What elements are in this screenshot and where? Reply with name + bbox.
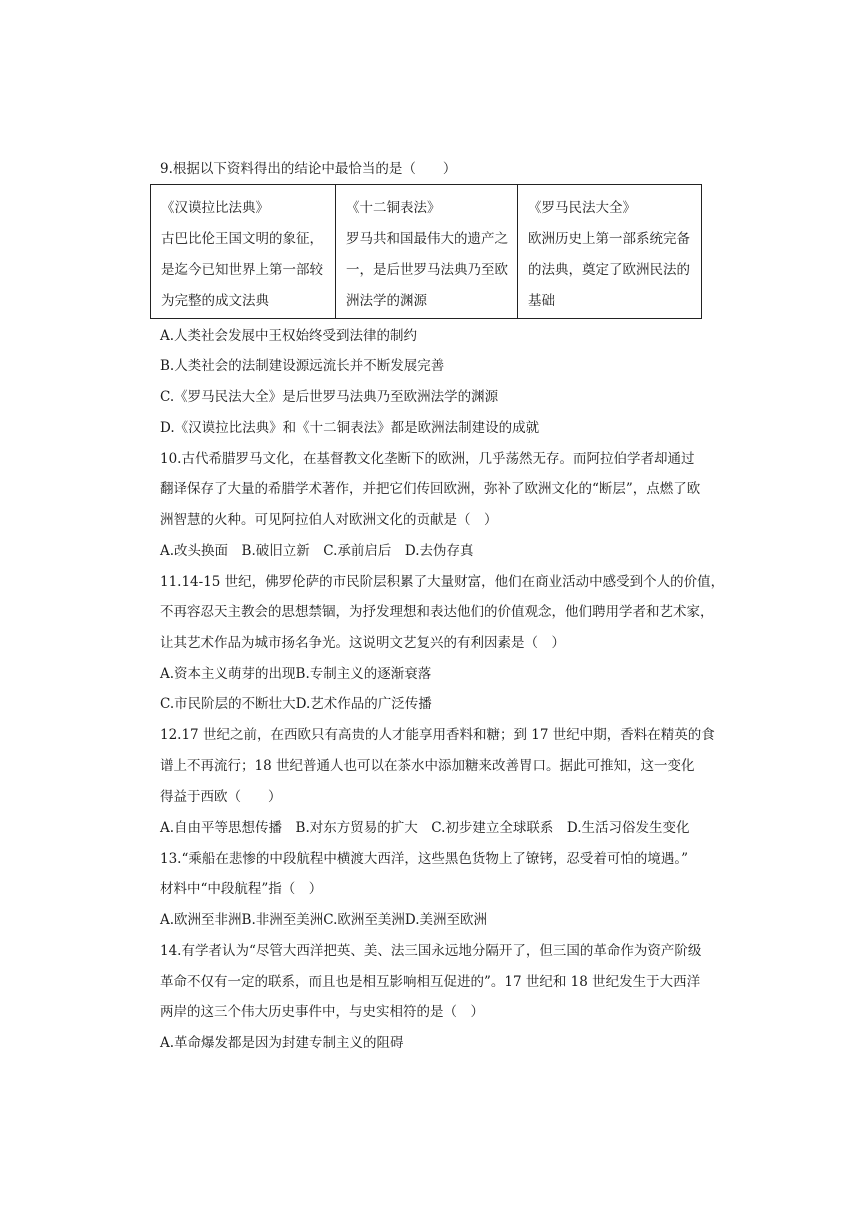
q11-stem-line-2: 不再容忍天主教会的思想禁锢，为抒发理想和表达他们的价值观念，他们聘用学者和艺术家，: [160, 604, 714, 620]
q10-stem-line-2: 翻译保存了大量的希腊学术著作，并把它们传回欧洲，弥补了欧洲文化的“断层”，点燃了欧: [160, 481, 701, 497]
cell-text: 的法典，奠定了欧洲民法的: [528, 262, 690, 278]
q9-source-table: [150, 184, 702, 319]
cell-text: 古巴比伦王国文明的象征，: [161, 231, 323, 247]
table-cell-corpus-juris: [518, 185, 702, 319]
cell-text: 为完整的成文法典: [161, 293, 269, 309]
table-cell-twelve-tables: [336, 185, 518, 319]
q13-options: A.欧洲至非洲B.非洲至美洲C.欧洲至美洲D.美洲至欧洲: [160, 912, 488, 928]
q12-stem-line-3: 得益于西欧（ ）: [160, 789, 282, 805]
cell-title: 《十二铜表法》: [346, 200, 441, 216]
cell-title: 《汉谟拉比法典》: [161, 200, 269, 216]
q9-option-a: A.人类社会发展中王权始终受到法律的制约: [160, 328, 418, 344]
cell-text: 基础: [528, 293, 555, 309]
table-cell-hammurabi: [151, 185, 336, 319]
q14-option-a: A.革命爆发都是因为封建专制主义的阻碍: [160, 1035, 404, 1051]
q12-options: A.自由平等思想传播 B.对东方贸易的扩大 C.初步建立全球联系 D.生活习俗发生变化: [160, 820, 690, 836]
q14-stem-line-1: 14.有学者认为“尽管大西洋把英、美、法三国永远地分隔开了，但三国的革命作为资产阶级: [160, 943, 702, 959]
q10-stem-line-1: 10.古代希腊罗马文化，在基督教文化垄断下的欧洲，几乎荡然无存。而阿拉伯学者却通过: [160, 451, 695, 467]
q9-option-d: D.《汉谟拉比法典》和《十二铜表法》都是欧洲法制建设的成就: [160, 420, 540, 436]
cell-text: 是迄今已知世界上第一部较: [161, 262, 323, 278]
q13-stem-line-2: 材料中“中段航程”指（ ）: [160, 881, 323, 897]
q14-stem-line-2: 革命不仅有一定的联系，而且也是相互影响相互促进的”。17 世纪和 18 世纪发生于大西洋: [160, 974, 701, 990]
q12-stem-line-2: 谱上不再流行；18 世纪普通人也可以在茶水中添加糖来改善胃口。据此可推知，这一变化: [160, 758, 695, 774]
q13-stem-line-1: 13.“乘船在悲惨的中段航程中横渡大西洋，这些黑色货物上了镣铐，忍受着可怕的境遇。”: [160, 851, 689, 867]
cell-text: 一，是后世罗马法典乃至欧: [346, 262, 508, 278]
q9-option-c: C.《罗马民法大全》是后世罗马法典乃至欧洲法学的渊源: [160, 389, 499, 405]
q9-stem: 9.根据以下资料得出的结论中最恰当的是（ ）: [160, 161, 457, 177]
q9-option-b: B.人类社会的法制建设源远流长并不断发展完善: [160, 358, 445, 374]
cell-title: 《罗马民法大全》: [528, 200, 636, 216]
cell-text: 欧洲历史上第一部系统完备: [528, 231, 690, 247]
q11-options-cd: C.市民阶层的不断壮大D.艺术作品的广泛传播: [160, 696, 432, 712]
cell-text: 罗马共和国最伟大的遗产之: [346, 231, 508, 247]
q10-options: A.改头换面 B.破旧立新 C.承前启后 D.去伪存真: [160, 543, 474, 559]
cell-text: 洲法学的渊源: [346, 293, 427, 309]
q11-stem-line-1: 11.14-15 世纪，佛罗伦萨的市民阶层积累了大量财富，他们在商业活动中感受到个人的价值，: [160, 574, 725, 590]
q11-options-ab: A.资本主义萌芽的出现B.专制主义的逐渐衰落: [160, 666, 432, 682]
q10-stem-line-3: 洲智慧的火种。可见阿拉伯人对欧洲文化的贡献是（ ）: [160, 512, 498, 528]
q11-stem-line-3: 让其艺术作品为城市扬名争光。这说明文艺复兴的有利因素是（ ）: [160, 635, 565, 651]
q12-stem-line-1: 12.17 世纪之前，在西欧只有高贵的人才能享用香料和糖；到 17 世纪中期，香料在精英的食: [160, 727, 715, 743]
q14-stem-line-3: 两岸的这三个伟大历史事件中，与史实相符的是（ ）: [160, 1004, 484, 1020]
